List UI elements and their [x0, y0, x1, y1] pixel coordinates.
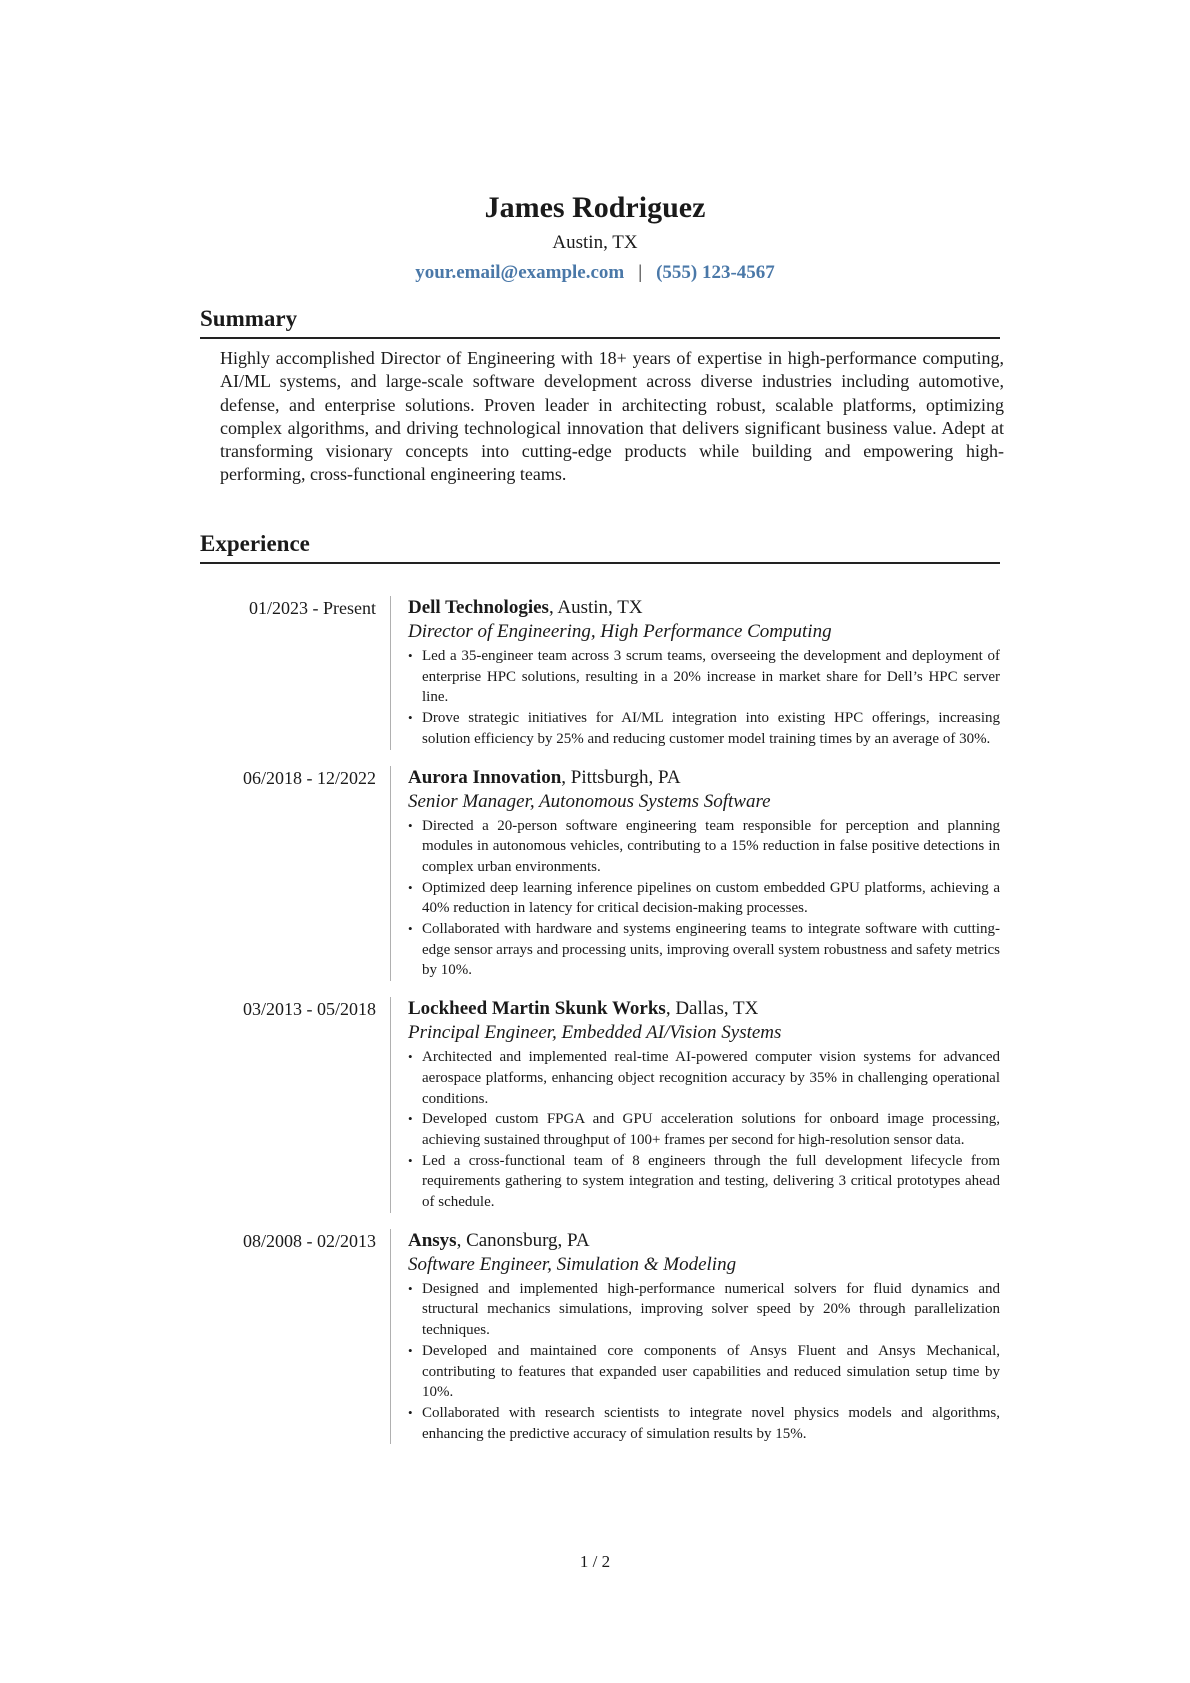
resume-header [0, 190, 1190, 286]
job-bullets [408, 646, 1000, 750]
experience-heading-block [200, 530, 1000, 564]
company-line [408, 766, 1000, 790]
job-bullets [408, 1047, 1000, 1213]
job-bullets [408, 1279, 1000, 1445]
company-line [408, 596, 1000, 620]
job-role: Principal Engineer, Embedded AI/Vision Systems [408, 1022, 782, 1044]
list-item: • Drove strategic initiatives for AI/ML integration into existing HPC offerings, increasing solution efficiency by 25% and reducing customer model training times by an average of 30%. [408, 708, 1000, 749]
job-entry [200, 1229, 1000, 1445]
list-item: • Developed and maintained core components of Ansys Fluent and Ansys Mechanical, contributing to features that expanded user capabilities and reduced simulation setup time by 10%. [408, 1341, 1000, 1403]
job-details [390, 766, 1000, 982]
company-location: , Canonsburg, PA [456, 1229, 590, 1251]
job-details [390, 997, 1000, 1213]
company-name: Lockheed Martin Skunk Works [408, 998, 666, 1020]
list-item: • Optimized deep learning inference pipelines on custom embedded GPU platforms, achieving a 40% reduction in latency for critical decision-making processes. [408, 878, 1000, 919]
candidate-name: James Rodriguez [484, 191, 706, 224]
summary-text: Highly accomplished Director of Engineering with 18+ years of expertise in high-performance computing, AI/ML systems, and large-scale software development across diverse industries including automotive, defense, and enterprise solutions. Proven leader in architecting robust, scalable platforms, optimizing complex algorithms, and driving technological innovation that delivers significant business value. Adept at transforming visionary concepts into cutting-edge products while building and empowering high-performing, cross-functional engineering teams. [220, 348, 1004, 485]
summary-section [200, 305, 1004, 487]
job-dates: 03/2013 - 05/2018 [243, 999, 376, 1020]
company-line [408, 997, 1000, 1021]
job-dates: 08/2008 - 02/2013 [243, 1230, 376, 1251]
company-name: Ansys [408, 1229, 457, 1251]
job-details [390, 596, 1000, 750]
company-location: , Dallas, TX [665, 998, 759, 1020]
experience-heading: Experience [200, 530, 1000, 564]
contact-line [0, 260, 1190, 286]
list-item: • Architected and implemented real-time AI-powered computer vision systems for advanced aerospace platforms, enhancing object recognition accuracy by 35% in challenging operational conditions. [408, 1047, 1000, 1109]
summary-heading: Summary [200, 305, 1000, 339]
list-item: • Directed a 20-person software engineering team responsible for perception and planning modules in autonomous vehicles, contributing to a 15% reduction in false positive detections in complex urban environments. [408, 816, 1000, 878]
company-location: , Pittsburgh, PA [561, 766, 681, 788]
job-dates: 01/2023 - Present [249, 598, 376, 618]
job-entry [200, 766, 1000, 982]
contact-separator: | [638, 262, 643, 283]
list-item: • Led a 35-engineer team across 3 scrum teams, overseeing the development and deployment of enterprise HPC solutions, resulting in a 20% increase in market share for Dell’s HPC server line. [408, 646, 1000, 708]
company-name: Dell Technologies [408, 597, 549, 618]
list-item: • Collaborated with hardware and systems engineering teams to integrate software with cutting-edge sensor arrays and processing units, improving overall system robustness and safety metrics by 10%. [408, 919, 1000, 981]
page-number: 1 / 2 [579, 1552, 611, 1571]
job-role: Software Engineer, Simulation & Modeling [408, 1253, 737, 1275]
job-entry [200, 596, 1000, 750]
experience-list [200, 596, 1000, 1460]
email-link[interactable]: your.email@example.com [415, 262, 625, 283]
list-item: • Developed custom FPGA and GPU acceleration solutions for onboard image processing, achieving sustained throughput of 100+ frames per second for high-resolution sensor data. [408, 1109, 1000, 1150]
candidate-location: Austin, TX [552, 232, 638, 253]
company-name: Aurora Innovation [408, 766, 562, 788]
job-entry [200, 997, 1000, 1213]
list-item: • Designed and implemented high-performance numerical solvers for fluid dynamics and structural mechanics simulations, improving solver speed by 20% through parallelization techniques. [408, 1279, 1000, 1341]
job-role: Director of Engineering, High Performance Computing [408, 621, 832, 642]
job-details [390, 1229, 1000, 1445]
list-item: • Led a cross-functional team of 8 engineers through the full development lifecycle from requirements gathering to system integration and testing, delivering 3 critical prototypes ahead of schedule. [408, 1151, 1000, 1213]
company-line [408, 1229, 1000, 1253]
job-role: Senior Manager, Autonomous Systems Software [408, 790, 771, 812]
job-dates: 06/2018 - 12/2022 [243, 767, 376, 788]
job-bullets [408, 816, 1000, 982]
list-item: • Collaborated with research scientists to integrate novel physics models and algorithms, enhancing the predictive accuracy of simulation results by 15%. [408, 1403, 1000, 1444]
phone-link[interactable]: (555) 123-4567 [656, 262, 775, 283]
company-location: , Austin, TX [548, 597, 643, 618]
